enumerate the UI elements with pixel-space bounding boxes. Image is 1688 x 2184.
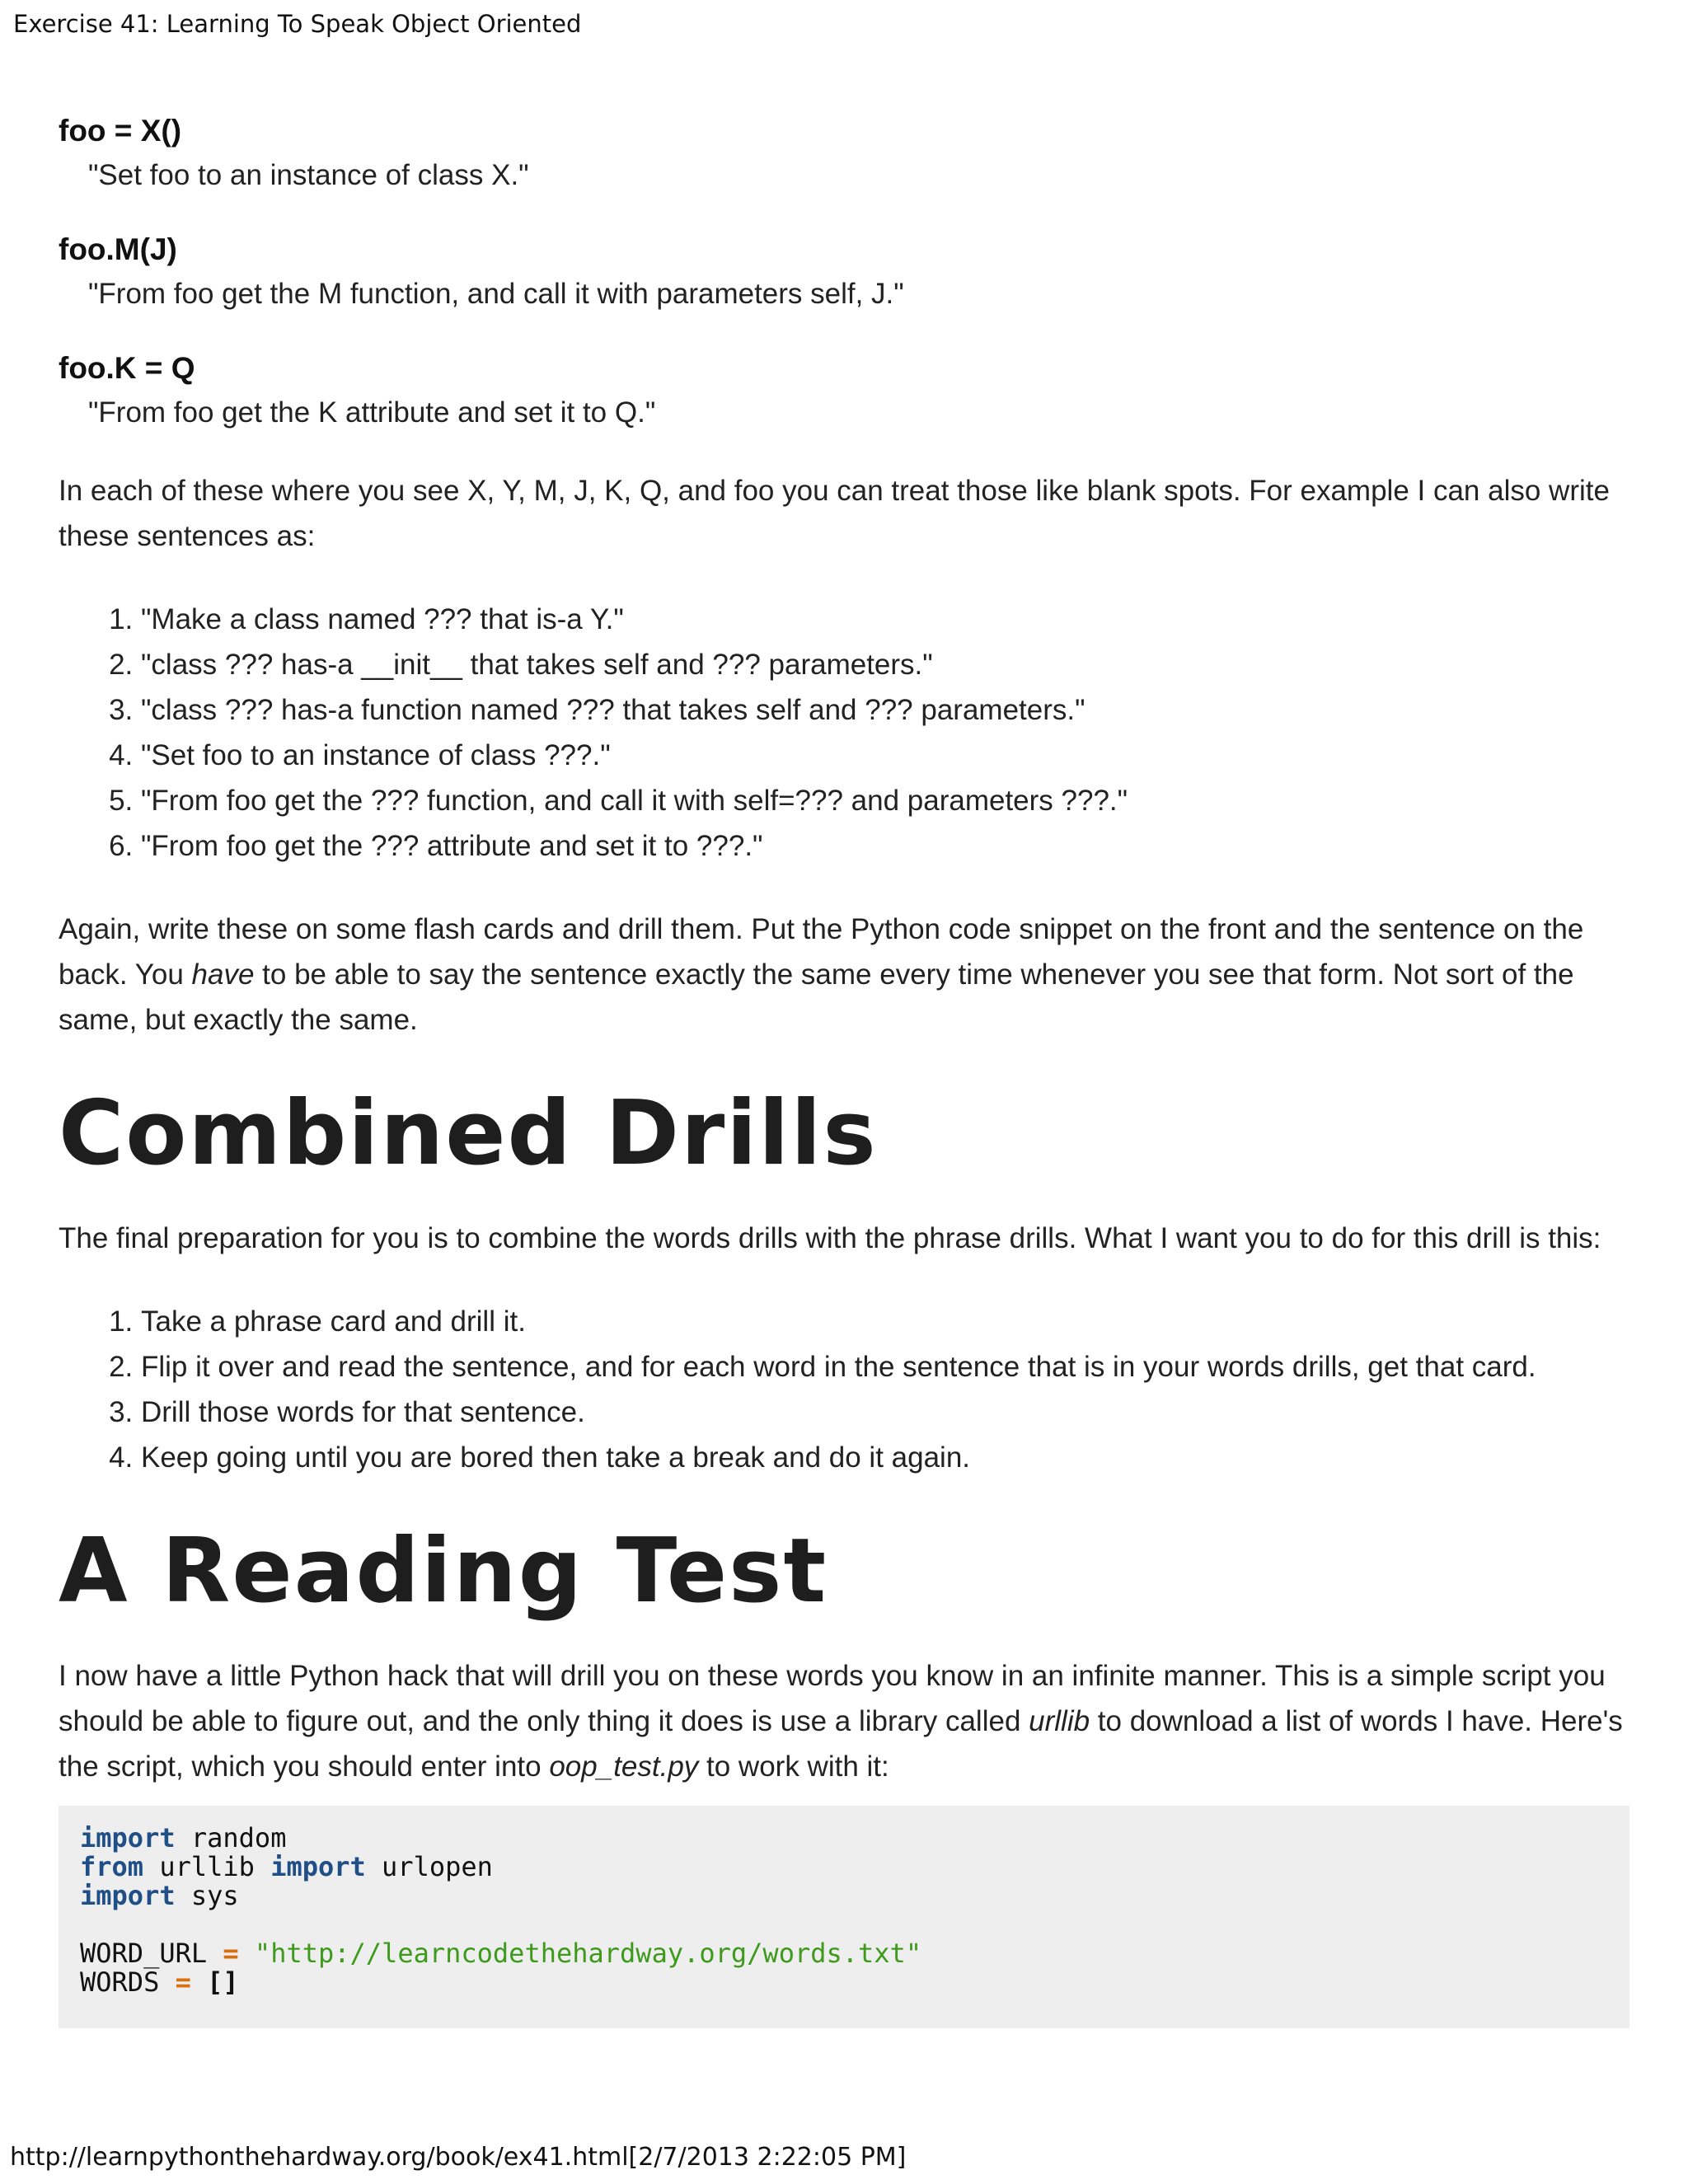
definition-item (59, 109, 1629, 198)
code-string: "http://learncodethehardway.org/words.txt" (254, 1938, 922, 1969)
code-line (80, 1880, 239, 1911)
code-line (80, 1822, 286, 1854)
list-item: 1. Take a phrase card and drill it. (141, 1299, 1629, 1344)
definition-item (59, 227, 1629, 316)
page-footer-url: http://learnpythonthehardway.org/book/ex41.html[2/7/2013 2:22:05 PM] (10, 2143, 907, 2172)
list-item: 3. Drill those words for that sentence. (141, 1390, 1629, 1435)
list-item: 4. "Set foo to an instance of class ???." (141, 733, 1629, 778)
combined-drills-paragraph: The final preparation for you is to combine the words drills with the phrase drills. What I want you to do for this drill is this: (59, 1222, 1601, 1254)
code-line (80, 1938, 921, 1969)
list-item: 4. Keep going until you are bored then take a break and do it again. (141, 1435, 1629, 1480)
code-line (80, 1851, 493, 1882)
list-item: 1. "Make a class named ??? that is-a Y." (141, 597, 1629, 642)
text-run: Again, write these on some flash cards and drill them. Put the Python code snippet on the front and the sentence on the back. You (59, 913, 1584, 991)
page-header-title: Exercise 41: Learning To Speak Object Oriented (13, 10, 582, 38)
text-run: to work with it: (698, 1750, 889, 1783)
code-keyword: from (80, 1851, 144, 1882)
definition-code: foo = X() (59, 114, 182, 148)
library-name: urllib (1029, 1705, 1090, 1737)
code-operator: = (223, 1938, 239, 1969)
code-keyword: import (80, 1880, 176, 1911)
section-heading-reading-test: A Reading Test (59, 1520, 828, 1623)
reading-test-paragraph (59, 1653, 1629, 1789)
definition-code: foo.K = Q (59, 351, 195, 385)
list-item: 3. "class ??? has-a function named ??? that takes self and ??? parameters." (141, 687, 1629, 733)
code-identifier: WORD_URL (80, 1938, 208, 1969)
text-run: to be able to say the sentence exactly the same every time whenever you see that form. Not sort of the same, but exactly the same. (59, 958, 1574, 1036)
template-sentence-list (59, 597, 1629, 869)
code-keyword: import (270, 1851, 366, 1882)
drill-steps-list (59, 1299, 1629, 1480)
list-item: 2. Flip it over and read the sentence, and for each word in the sentence that is in your words drills, get that card. (141, 1344, 1629, 1390)
code-text: urllib (143, 1851, 271, 1882)
list-item: 2. "class ??? has-a __init__ that takes self and ??? parameters." (141, 642, 1629, 687)
text-run: I now have a little Python hack that will drill you on these words you know in an infinite manner. This is a simple script you should be able to figure out, and the only thing it does is use a library called (59, 1660, 1606, 1737)
code-value: [] (207, 1966, 239, 1998)
code-text: random (175, 1822, 287, 1854)
emphasis-text: have (191, 958, 255, 991)
definition-sentence: "From foo get the K attribute and set it to Q." (88, 396, 656, 429)
code-block (59, 1806, 1629, 2028)
definition-sentence: "Set foo to an instance of class X." (88, 159, 529, 191)
definition-sentence: "From foo get the M function, and call it with parameters self, J." (88, 278, 904, 310)
list-item: 5. "From foo get the ??? function, and call it with self=??? and parameters ???." (141, 778, 1629, 823)
flashcard-paragraph (59, 907, 1629, 1043)
definition-item (59, 346, 1629, 435)
intro-paragraph: In each of these where you see X, Y, M, J, K, Q, and foo you can treat those like blank spots. For example I can also write these sentences as: (59, 475, 1610, 552)
code-operator: = (175, 1966, 191, 1998)
code-text: sys (175, 1880, 239, 1911)
code-keyword: import (80, 1822, 176, 1854)
list-item: 6. "From foo get the ??? attribute and set it to ???." (141, 823, 1629, 869)
code-text: urlopen (365, 1851, 493, 1882)
definition-code: foo.M(J) (59, 232, 177, 266)
main-content (59, 109, 1629, 2028)
code-line (80, 1966, 239, 1998)
file-name: oop_test.py (549, 1750, 699, 1783)
section-heading-combined-drills: Combined Drills (59, 1082, 878, 1185)
text-run: to download a list of words I have. Here's the script, which you should enter into (59, 1705, 1623, 1783)
code-identifier: WORDS (80, 1966, 160, 1998)
